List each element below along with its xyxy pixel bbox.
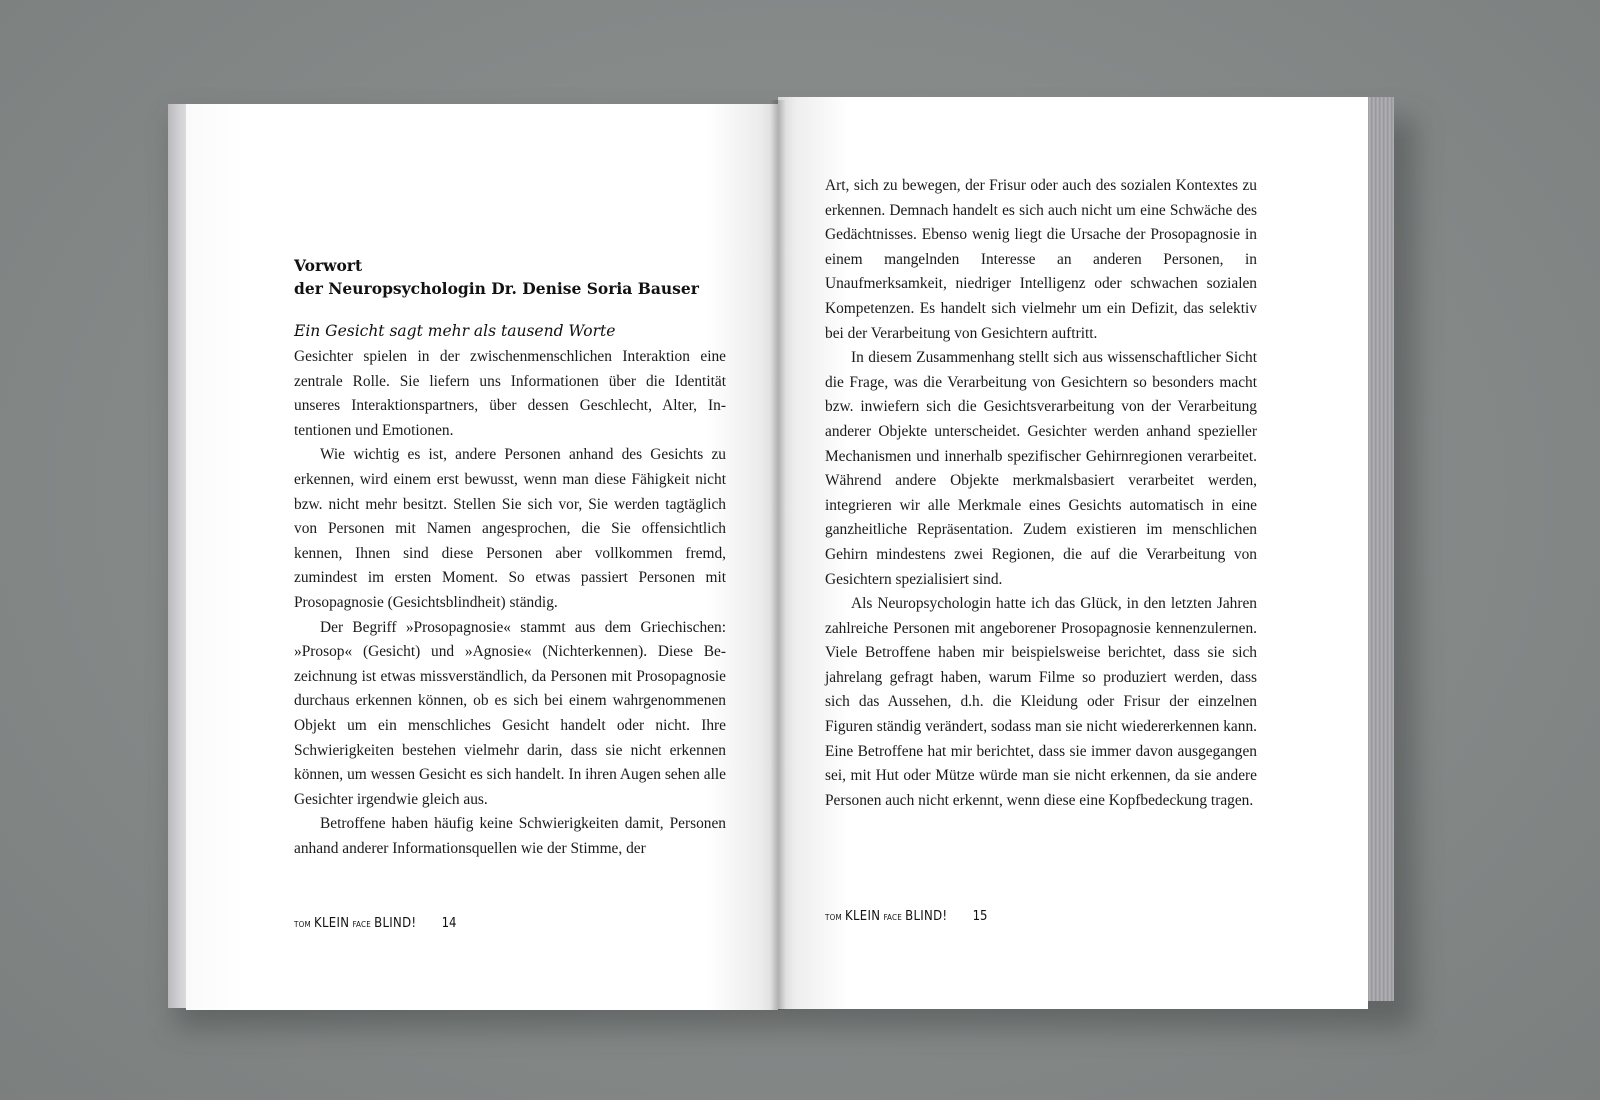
paragraph: Gesichter spielen in der zwischenmenschlichen Interaktion eine zentrale Rolle. Sie liefern uns Informationen über die Identität unseres Interaktionspartners, über dessen Geschlecht, Alter, Intentionen und Emotionen. <box>294 348 726 439</box>
paragraph: Der Begriff »Prosopagnosie« stammt aus dem Griechischen: »Prosop« (Gesicht) und »Agnosie« (Nichterkennen). Diese Bezeichnung ist etwas missverständlich, da Personen mit Prosopagnosie durchaus erkennen können, ob es sich bei einem wahrgenommenen Objekt um ein menschliches Gesicht handelt oder nicht. Ihre Schwierigkeiten bestehen vielmehr darin, dass sie nicht erkennen können, um wessen Gesicht es sich handelt. In ihren Augen sehen alle Gesichter irgendwie gleich aus. <box>294 618 726 808</box>
page-footer <box>825 909 987 924</box>
footer-title-small: FACE <box>883 913 903 922</box>
left-page-body <box>294 345 726 861</box>
footer-title-big: BLIND! <box>905 909 948 924</box>
page-number: 14 <box>441 916 457 931</box>
footer-author-last: KLEIN <box>314 916 350 931</box>
page-stack-right <box>1364 97 1394 1001</box>
heading-line-1: Vorwort <box>294 256 363 275</box>
paragraph: Als Neuropsychologin hatte ich das Glück, in den letzten Jahren zahlreiche Personen mit angeborener Prosopagnosie kennenzulernen. Viele Betroffene haben mir beispielsweise berichtet, dass sie sich jahrelang gefragt haben, warum Filme so produziert werden, dass sich das Aussehen, d.h. die Kleidung oder Frisur der einzelnen Figuren ständig verändert, sodass man sie nicht wiedererkennen kann. Eine Betroffene hat mir berichtet, dass sie immer davon ausgegangen sei, mit Hut oder Mütze würde man sie nicht erkennen, da sie andere Personen auch nicht erkennt, wenn diese eine Kopfbedeckung tragen. <box>825 595 1257 809</box>
chapter-heading <box>294 254 734 300</box>
paragraph: Wie wichtig es ist, andere Personen anhand des Gesichts zu erkennen, wird einem erst bewusst, wenn man diese Fähigkeit nicht bzw. nicht mehr besitzt. Stellen Sie sich vor, Sie werden tagtäglich von Personen mit Namen angesprochen, die Sie offensichtlich kennen, Ihnen sind diese Personen aber vollkommen fremd, zumindest im ersten Moment. So etwas passiert Personen mit Prosopagnosie (Gesichtsblindheit) ständig. <box>294 446 726 611</box>
book-gutter <box>770 100 786 1010</box>
page-number: 15 <box>972 909 988 924</box>
footer-author-first: TOM <box>294 920 311 929</box>
left-page <box>186 104 778 1010</box>
page-footer <box>294 916 456 931</box>
footer-author-last: KLEIN <box>845 909 881 924</box>
paragraph: In diesem Zusammenhang stellt sich aus wissenschaftlicher Sicht die Frage, was die Verarbeitung von Gesichtern so besonders macht bzw. inwiefern sich die Gesichtsverarbeitung von der Verarbeitung anderer Objekte unterscheidet. Gesichter werden anhand spezieller Mechanismen und innerhalb spezifischer Gehirnregionen verarbeitet. Während andere Objekte merkmalsbasiert verarbeitet werden, integrieren wir alle Merkmale eines Gesichts automatisch in eine ganzheitliche Repräsentation. Zudem existieren im menschlichen Gehirn mindestens zwei Regionen, die auf die Verarbeitung von Gesichtern spezialisiert sind. <box>825 349 1257 588</box>
footer-title-small: FACE <box>352 920 372 929</box>
right-page <box>778 97 1368 1009</box>
section-subheading: Ein Gesicht sagt mehr als tausend Worte <box>294 322 616 340</box>
footer-title-big: BLIND! <box>374 916 417 931</box>
right-page-body <box>825 174 1257 813</box>
paragraph: Art, sich zu bewegen, der Frisur oder auch des sozialen Kontextes zu erkennen. Demnach handelt es sich auch nicht um eine Schwäche des Gedächtnisses. Ebenso wenig liegt die Ursache der Prosopagnosie in einem mangelnden Interesse an anderen Personen, in Unaufmerksamkeit, niedriger Intelligenz oder schwachen sozialen Kompetenzen. Es handelt sich vielmehr um ein Defizit, das selektiv bei der Verarbeitung von Gesichtern auftritt. <box>825 177 1257 342</box>
paragraph: Betroffene haben häufig keine Schwierigkeiten damit, Personen anhand anderer Informationsquellen wie der Stimme, der <box>294 815 726 857</box>
heading-line-2: der Neuropsychologin Dr. Denise Soria Bauser <box>294 279 699 298</box>
footer-author-first: TOM <box>825 913 842 922</box>
